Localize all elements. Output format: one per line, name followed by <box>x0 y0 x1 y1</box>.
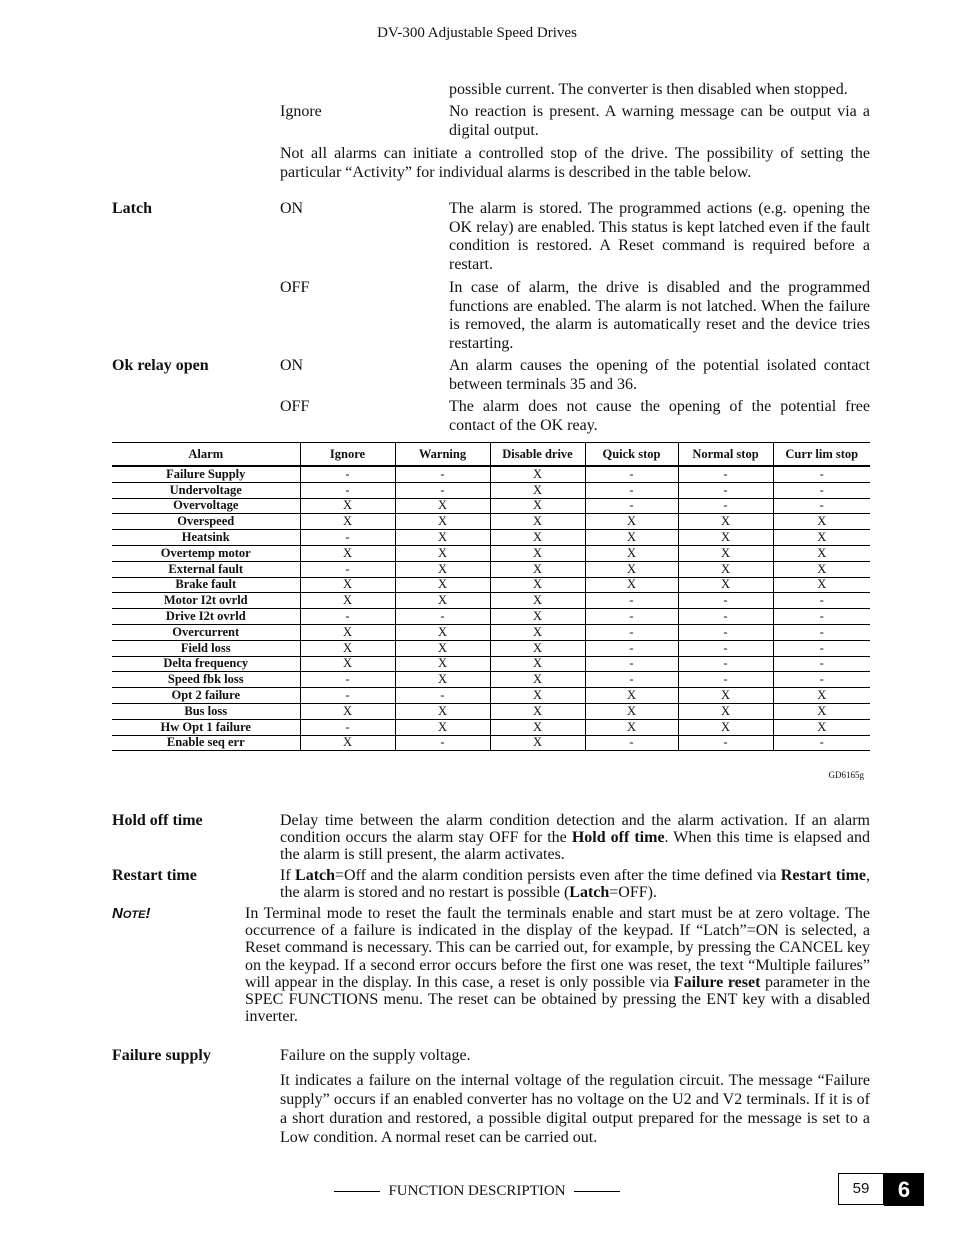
cell-disable-drive: X <box>490 703 585 719</box>
cell-ignore: X <box>300 735 395 751</box>
ok-relay-off-label: OFF <box>280 398 310 415</box>
cell-alarm: Enable seq err <box>112 735 300 751</box>
cell-warning: - <box>395 482 490 498</box>
cell-warning: X <box>395 545 490 561</box>
cell-quick-stop: - <box>585 482 678 498</box>
figure-code: GD6165g <box>828 770 864 780</box>
cell-ignore: - <box>300 561 395 577</box>
hold-off-bold: Hold off time <box>571 829 665 846</box>
cell-warning: X <box>395 514 490 530</box>
cell-warning: - <box>395 466 490 482</box>
table-row <box>112 466 870 482</box>
table-row <box>112 482 870 498</box>
cell-warning: X <box>395 530 490 546</box>
failure-supply-description: It indicates a failure on the internal voltage of the regulation circuit. The message “Failure supply” occurs if an enabled converter has no voltage on the U2 and V2 terminals. If it is of a short duration and restored, a possible digital output prepared for the message is set to a Low condition. A normal reset can be carried out. <box>280 1072 870 1146</box>
restart-bold-3: Latch <box>569 884 610 901</box>
cell-curr-lim-stop: - <box>773 672 870 688</box>
table-row <box>112 735 870 751</box>
cell-curr-lim-stop: - <box>773 482 870 498</box>
cell-curr-lim-stop: X <box>773 530 870 546</box>
ignore-label: Ignore <box>280 103 322 120</box>
cell-normal-stop: X <box>678 514 773 530</box>
table-row <box>112 640 870 656</box>
cell-ignore: X <box>300 593 395 609</box>
cell-warning: X <box>395 640 490 656</box>
cell-alarm: Field loss <box>112 640 300 656</box>
cell-disable-drive: X <box>490 530 585 546</box>
cell-warning: X <box>395 656 490 672</box>
latch-label: Latch <box>112 200 152 217</box>
cell-quick-stop: X <box>585 545 678 561</box>
cell-ignore: X <box>300 703 395 719</box>
activity-note: Not all alarms can initiate a controlled stop of the drive. The possibility of setting the particular “Activity” for individual alarms is described in the table below. <box>280 145 870 181</box>
cell-alarm: Heatsink <box>112 530 300 546</box>
table-body <box>112 466 870 751</box>
cell-ignore: - <box>300 466 395 482</box>
footer-rule-right <box>574 1191 620 1192</box>
header-alarm: Alarm <box>112 443 300 467</box>
cell-quick-stop: - <box>585 624 678 640</box>
ok-relay-label: Ok relay open <box>112 357 209 374</box>
cell-alarm: Speed fbk loss <box>112 672 300 688</box>
cell-normal-stop: X <box>678 688 773 704</box>
cell-curr-lim-stop: X <box>773 577 870 593</box>
table-row <box>112 498 870 514</box>
cell-quick-stop: X <box>585 688 678 704</box>
hold-off-text-1: Delay time between the alarm condition detection and the alarm activation. If an alarm condition occurs the alarm stay OFF for the <box>280 812 870 846</box>
restart-text-3: , the alarm is stored and no restart is possible ( <box>280 867 870 901</box>
cell-ignore: X <box>300 640 395 656</box>
footer-section: FUNCTION DESCRIPTION <box>388 1183 566 1199</box>
restart-text-1: If <box>280 867 296 884</box>
cell-curr-lim-stop: - <box>773 466 870 482</box>
page-number: 59 <box>838 1173 884 1205</box>
latch-on-description: The alarm is stored. The programmed actions (e.g. opening the OK relay) are enabled. This status is kept latched even if the fault condition is restored. A Reset command is required before a restart. <box>449 200 870 273</box>
cell-normal-stop: X <box>678 703 773 719</box>
cell-disable-drive: X <box>490 624 585 640</box>
intro-continuation: possible current. The converter is then disabled when stopped. <box>449 81 848 98</box>
cell-warning: X <box>395 624 490 640</box>
ok-relay-on-label: ON <box>280 357 304 374</box>
restart-bold-2: Restart time <box>780 867 866 884</box>
cell-ignore: X <box>300 498 395 514</box>
latch-on-label: ON <box>280 200 304 217</box>
cell-quick-stop: - <box>585 609 678 625</box>
cell-quick-stop: X <box>585 577 678 593</box>
cell-warning: - <box>395 609 490 625</box>
note-text-1: In Terminal mode to reset the fault the terminals enable and start must be at zero voltage. The occurrence of a failure is indicated in the display of the keypad. If “Latch”=ON is selected, a Reset command is necessary. This can be carried out, for example, by pressing the CANCEL key on the keypad. If a second error occurs before the first one was reset, the text “Multiple failures” will appear in the display. In this case, a reset is only possible via <box>245 905 870 991</box>
cell-disable-drive: X <box>490 514 585 530</box>
header-normal-stop: Normal stop <box>678 443 773 467</box>
cell-disable-drive: X <box>490 735 585 751</box>
cell-curr-lim-stop: - <box>773 609 870 625</box>
table-row <box>112 609 870 625</box>
running-header: DV-300 Adjustable Speed Drives <box>377 25 577 41</box>
cell-ignore: X <box>300 577 395 593</box>
cell-quick-stop: X <box>585 514 678 530</box>
cell-alarm: Overspeed <box>112 514 300 530</box>
cell-disable-drive: X <box>490 609 585 625</box>
hold-off-label: Hold off time <box>112 812 203 829</box>
cell-curr-lim-stop: - <box>773 640 870 656</box>
cell-normal-stop: - <box>678 672 773 688</box>
cell-warning: - <box>395 735 490 751</box>
cell-curr-lim-stop: X <box>773 688 870 704</box>
hold-off-description <box>280 812 870 863</box>
cell-quick-stop: - <box>585 593 678 609</box>
cell-quick-stop: - <box>585 640 678 656</box>
cell-normal-stop: - <box>678 624 773 640</box>
cell-curr-lim-stop: X <box>773 545 870 561</box>
restart-text-4: =OFF). <box>609 884 657 901</box>
cell-curr-lim-stop: X <box>773 703 870 719</box>
cell-alarm: Failure Supply <box>112 466 300 482</box>
cell-disable-drive: X <box>490 593 585 609</box>
cell-alarm: Hw Opt 1 failure <box>112 719 300 735</box>
cell-normal-stop: X <box>678 545 773 561</box>
cell-disable-drive: X <box>490 719 585 735</box>
ok-relay-on-description: An alarm causes the opening of the potential isolated contact between terminals 35 and 36. <box>449 357 870 393</box>
cell-ignore: - <box>300 482 395 498</box>
table-row <box>112 703 870 719</box>
table-row <box>112 624 870 640</box>
restart-description <box>280 867 870 901</box>
cell-quick-stop: - <box>585 735 678 751</box>
cell-alarm: Motor I2t ovrld <box>112 593 300 609</box>
cell-normal-stop: - <box>678 466 773 482</box>
hold-off-text-2: . When this time is elapsed and the alarm is still present, the alarm activates. <box>280 829 870 863</box>
cell-alarm: Delta frequency <box>112 656 300 672</box>
footer-rule-left <box>334 1191 380 1192</box>
cell-normal-stop: X <box>678 577 773 593</box>
table-row <box>112 656 870 672</box>
cell-quick-stop: - <box>585 672 678 688</box>
cell-disable-drive: X <box>490 498 585 514</box>
cell-alarm: External fault <box>112 561 300 577</box>
cell-quick-stop: - <box>585 498 678 514</box>
cell-normal-stop: X <box>678 719 773 735</box>
header-ignore: Ignore <box>300 443 395 467</box>
cell-normal-stop: - <box>678 609 773 625</box>
cell-alarm: Overcurrent <box>112 624 300 640</box>
latch-off-label: OFF <box>280 279 310 296</box>
cell-curr-lim-stop: - <box>773 656 870 672</box>
footer <box>0 1183 954 1200</box>
cell-curr-lim-stop: - <box>773 498 870 514</box>
cell-warning: X <box>395 703 490 719</box>
table-row <box>112 672 870 688</box>
header-warning: Warning <box>395 443 490 467</box>
cell-ignore: - <box>300 719 395 735</box>
cell-quick-stop: X <box>585 719 678 735</box>
alarm-activity-table <box>112 442 870 751</box>
chapter-tab: 6 <box>884 1173 924 1206</box>
cell-curr-lim-stop: - <box>773 593 870 609</box>
cell-curr-lim-stop: - <box>773 624 870 640</box>
restart-text-2: =Off and the alarm condition persists even after the time defined via <box>335 867 781 884</box>
cell-alarm: Opt 2 failure <box>112 688 300 704</box>
cell-normal-stop: - <box>678 482 773 498</box>
cell-ignore: - <box>300 672 395 688</box>
cell-ignore: - <box>300 530 395 546</box>
cell-disable-drive: X <box>490 577 585 593</box>
cell-alarm: Overvoltage <box>112 498 300 514</box>
note-bold: Failure reset <box>673 973 761 991</box>
note-label: Note! <box>112 905 151 922</box>
cell-quick-stop: - <box>585 466 678 482</box>
cell-alarm: Bus loss <box>112 703 300 719</box>
table-row <box>112 561 870 577</box>
cell-curr-lim-stop: X <box>773 561 870 577</box>
table-row <box>112 530 870 546</box>
latch-off-description: In case of alarm, the drive is disabled and the programmed functions are enabled. The alarm is not latched. When the failure is removed, the alarm is automatically reset and the device tries restarting. <box>449 279 870 352</box>
cell-ignore: X <box>300 656 395 672</box>
cell-alarm: Brake fault <box>112 577 300 593</box>
header-disable-drive: Disable drive <box>490 443 585 467</box>
cell-alarm: Undervoltage <box>112 482 300 498</box>
note-description <box>245 905 870 1025</box>
ignore-description: No reaction is present. A warning message can be output via a digital output. <box>449 103 870 139</box>
cell-normal-stop: - <box>678 656 773 672</box>
table-header-row <box>112 443 870 467</box>
cell-ignore: X <box>300 545 395 561</box>
cell-normal-stop: - <box>678 593 773 609</box>
cell-quick-stop: X <box>585 530 678 546</box>
cell-normal-stop: - <box>678 735 773 751</box>
table-row <box>112 593 870 609</box>
cell-disable-drive: X <box>490 482 585 498</box>
cell-ignore: X <box>300 514 395 530</box>
ok-relay-off-description: The alarm does not cause the opening of the potential free contact of the OK reay. <box>449 398 870 434</box>
cell-curr-lim-stop: X <box>773 719 870 735</box>
cell-quick-stop: - <box>585 656 678 672</box>
cell-disable-drive: X <box>490 688 585 704</box>
cell-disable-drive: X <box>490 545 585 561</box>
cell-disable-drive: X <box>490 640 585 656</box>
cell-disable-drive: X <box>490 672 585 688</box>
cell-normal-stop: X <box>678 530 773 546</box>
cell-curr-lim-stop: - <box>773 735 870 751</box>
cell-disable-drive: X <box>490 466 585 482</box>
header-curr-lim-stop: Curr lim stop <box>773 443 870 467</box>
table-row <box>112 545 870 561</box>
cell-warning: X <box>395 561 490 577</box>
table-row <box>112 577 870 593</box>
table-row <box>112 719 870 735</box>
cell-ignore: - <box>300 609 395 625</box>
note-text-2: parameter in the SPEC FUNCTIONS menu. The reset can be obtained by pressing the ENT key with a disabled inverter. <box>245 973 871 1026</box>
cell-warning: - <box>395 688 490 704</box>
cell-warning: X <box>395 593 490 609</box>
cell-normal-stop: - <box>678 498 773 514</box>
cell-warning: X <box>395 577 490 593</box>
cell-normal-stop: - <box>678 640 773 656</box>
cell-alarm: Overtemp motor <box>112 545 300 561</box>
cell-ignore: - <box>300 688 395 704</box>
cell-quick-stop: X <box>585 561 678 577</box>
failure-supply-label: Failure supply <box>112 1047 211 1064</box>
cell-disable-drive: X <box>490 561 585 577</box>
cell-warning: X <box>395 672 490 688</box>
restart-label: Restart time <box>112 867 197 884</box>
cell-warning: X <box>395 719 490 735</box>
failure-supply-summary: Failure on the supply voltage. <box>280 1047 471 1064</box>
cell-alarm: Drive I2t ovrld <box>112 609 300 625</box>
cell-quick-stop: X <box>585 703 678 719</box>
cell-ignore: X <box>300 624 395 640</box>
cell-warning: X <box>395 498 490 514</box>
header-quick-stop: Quick stop <box>585 443 678 467</box>
table-row <box>112 688 870 704</box>
restart-bold-1: Latch <box>295 867 336 884</box>
cell-normal-stop: X <box>678 561 773 577</box>
cell-disable-drive: X <box>490 656 585 672</box>
cell-curr-lim-stop: X <box>773 514 870 530</box>
table-row <box>112 514 870 530</box>
